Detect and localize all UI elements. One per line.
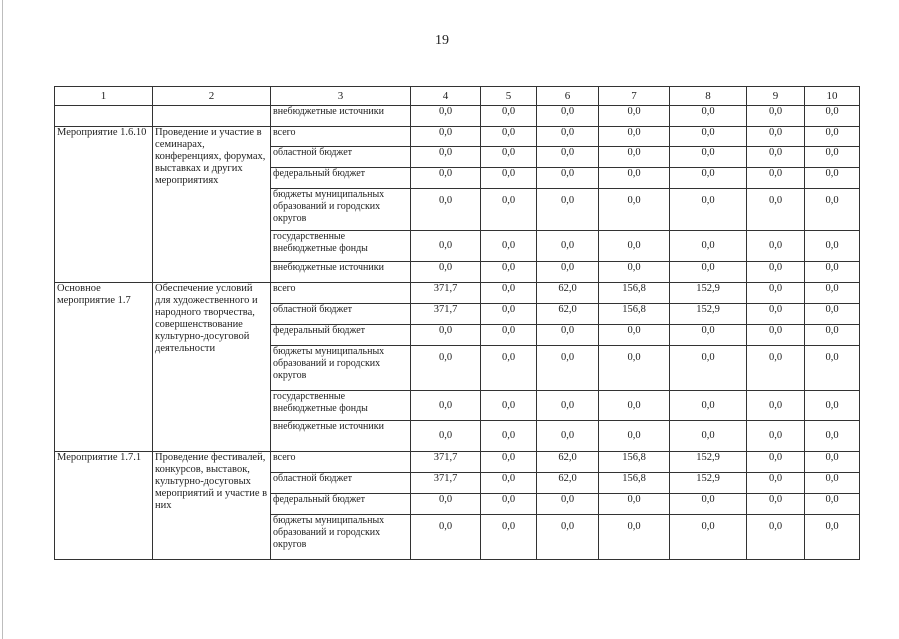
activity-description-cell: Проведение фестивалей, конкурсов, выставок, культурно-досуговых мероприятий и участие в них xyxy=(153,452,271,560)
amount-cell: 0,0 xyxy=(670,127,747,147)
amount-cell: 0,0 xyxy=(599,421,670,452)
funding-source-cell: внебюджетные источники xyxy=(271,106,411,127)
amount-cell: 0,0 xyxy=(481,106,537,127)
amount-cell: 0,0 xyxy=(537,262,599,283)
amount-cell: 0,0 xyxy=(481,325,537,346)
amount-cell: 0,0 xyxy=(537,231,599,262)
funding-source-cell: федеральный бюджет xyxy=(271,325,411,346)
amount-cell: 156,8 xyxy=(599,304,670,325)
amount-cell: 0,0 xyxy=(599,391,670,421)
amount-cell: 0,0 xyxy=(537,168,599,189)
amount-cell: 0,0 xyxy=(599,231,670,262)
amount-cell: 0,0 xyxy=(481,346,537,391)
amount-cell: 0,0 xyxy=(805,231,860,262)
amount-cell: 0,0 xyxy=(411,106,481,127)
amount-cell: 0,0 xyxy=(481,515,537,560)
amount-cell: 0,0 xyxy=(670,168,747,189)
amount-cell: 0,0 xyxy=(670,494,747,515)
amount-cell: 0,0 xyxy=(599,346,670,391)
amount-cell: 0,0 xyxy=(670,106,747,127)
amount-cell: 0,0 xyxy=(670,391,747,421)
amount-cell: 0,0 xyxy=(411,494,481,515)
amount-cell: 371,7 xyxy=(411,452,481,473)
amount-cell: 0,0 xyxy=(537,127,599,147)
amount-cell: 0,0 xyxy=(670,421,747,452)
amount-cell: 0,0 xyxy=(411,421,481,452)
funding-source-cell: государственные внебюджетные фонды xyxy=(271,231,411,262)
amount-cell: 0,0 xyxy=(805,283,860,304)
header-row xyxy=(55,87,860,106)
column-header: 7 xyxy=(599,87,670,106)
amount-cell: 62,0 xyxy=(537,473,599,494)
amount-cell: 0,0 xyxy=(537,325,599,346)
column-header: 1 xyxy=(55,87,153,106)
activity-name-cell xyxy=(55,106,153,127)
amount-cell: 0,0 xyxy=(481,262,537,283)
funding-source-cell: областной бюджет xyxy=(271,473,411,494)
activity-name-cell: Основное мероприятие 1.7 xyxy=(55,283,153,452)
amount-cell: 0,0 xyxy=(411,189,481,231)
amount-cell: 0,0 xyxy=(411,515,481,560)
column-header: 6 xyxy=(537,87,599,106)
amount-cell: 0,0 xyxy=(481,473,537,494)
amount-cell: 0,0 xyxy=(805,421,860,452)
amount-cell: 371,7 xyxy=(411,283,481,304)
amount-cell: 0,0 xyxy=(481,421,537,452)
amount-cell: 0,0 xyxy=(747,304,805,325)
amount-cell: 0,0 xyxy=(805,189,860,231)
amount-cell: 152,9 xyxy=(670,304,747,325)
amount-cell: 0,0 xyxy=(805,346,860,391)
amount-cell: 0,0 xyxy=(599,106,670,127)
amount-cell: 0,0 xyxy=(805,391,860,421)
amount-cell: 0,0 xyxy=(670,515,747,560)
amount-cell: 0,0 xyxy=(670,189,747,231)
amount-cell: 0,0 xyxy=(537,391,599,421)
column-header: 3 xyxy=(271,87,411,106)
amount-cell: 0,0 xyxy=(747,452,805,473)
table-row xyxy=(55,127,860,147)
amount-cell: 0,0 xyxy=(411,325,481,346)
amount-cell: 0,0 xyxy=(805,262,860,283)
funding-source-cell: областной бюджет xyxy=(271,147,411,168)
amount-cell: 156,8 xyxy=(599,283,670,304)
amount-cell: 0,0 xyxy=(537,494,599,515)
amount-cell: 0,0 xyxy=(411,168,481,189)
column-header: 8 xyxy=(670,87,747,106)
funding-source-cell: всего xyxy=(271,452,411,473)
activity-description-cell: Проведение и участие в семинарах, конференциях, форумах, выставках и других мероприятиях xyxy=(153,127,271,283)
amount-cell: 0,0 xyxy=(481,147,537,168)
amount-cell: 152,9 xyxy=(670,283,747,304)
amount-cell: 0,0 xyxy=(670,231,747,262)
funding-source-cell: внебюджетные источники xyxy=(271,421,411,452)
amount-cell: 0,0 xyxy=(747,106,805,127)
amount-cell: 62,0 xyxy=(537,283,599,304)
amount-cell: 0,0 xyxy=(747,127,805,147)
funding-source-cell: федеральный бюджет xyxy=(271,494,411,515)
amount-cell: 0,0 xyxy=(481,168,537,189)
table-row xyxy=(55,283,860,304)
funding-source-cell: внебюджетные источники xyxy=(271,262,411,283)
amount-cell: 0,0 xyxy=(805,494,860,515)
amount-cell: 156,8 xyxy=(599,452,670,473)
page-number: 19 xyxy=(435,33,449,48)
amount-cell: 156,8 xyxy=(599,473,670,494)
funding-source-cell: областной бюджет xyxy=(271,304,411,325)
funding-source-cell: бюджеты муниципальных образований и городских округов xyxy=(271,515,411,560)
page-edge-line xyxy=(2,0,3,639)
amount-cell: 0,0 xyxy=(805,168,860,189)
funding-source-cell: федеральный бюджет xyxy=(271,168,411,189)
amount-cell: 0,0 xyxy=(599,127,670,147)
amount-cell: 0,0 xyxy=(481,283,537,304)
column-header: 9 xyxy=(747,87,805,106)
budget-table xyxy=(54,86,860,560)
amount-cell: 0,0 xyxy=(599,147,670,168)
amount-cell: 0,0 xyxy=(805,147,860,168)
amount-cell: 0,0 xyxy=(537,106,599,127)
activity-description-cell xyxy=(153,106,271,127)
activity-name-cell: Мероприятие 1.6.10 xyxy=(55,127,153,283)
amount-cell: 0,0 xyxy=(537,421,599,452)
funding-source-cell: всего xyxy=(271,283,411,304)
amount-cell: 0,0 xyxy=(599,494,670,515)
amount-cell: 0,0 xyxy=(805,325,860,346)
amount-cell: 0,0 xyxy=(411,346,481,391)
amount-cell: 0,0 xyxy=(481,391,537,421)
amount-cell: 0,0 xyxy=(747,168,805,189)
amount-cell: 0,0 xyxy=(747,421,805,452)
column-header: 2 xyxy=(153,87,271,106)
amount-cell: 0,0 xyxy=(411,391,481,421)
amount-cell: 0,0 xyxy=(599,168,670,189)
amount-cell: 0,0 xyxy=(747,262,805,283)
amount-cell: 371,7 xyxy=(411,473,481,494)
amount-cell: 0,0 xyxy=(537,189,599,231)
amount-cell: 0,0 xyxy=(805,304,860,325)
table-row xyxy=(55,452,860,473)
amount-cell: 0,0 xyxy=(411,127,481,147)
amount-cell: 0,0 xyxy=(805,473,860,494)
amount-cell: 0,0 xyxy=(747,231,805,262)
amount-cell: 0,0 xyxy=(805,452,860,473)
amount-cell: 0,0 xyxy=(481,231,537,262)
amount-cell: 0,0 xyxy=(747,391,805,421)
amount-cell: 0,0 xyxy=(599,325,670,346)
amount-cell: 371,7 xyxy=(411,304,481,325)
amount-cell: 0,0 xyxy=(747,147,805,168)
amount-cell: 0,0 xyxy=(537,515,599,560)
amount-cell: 62,0 xyxy=(537,452,599,473)
activity-name-cell: Мероприятие 1.7.1 xyxy=(55,452,153,560)
amount-cell: 0,0 xyxy=(747,283,805,304)
amount-cell: 0,0 xyxy=(805,515,860,560)
amount-cell: 0,0 xyxy=(481,127,537,147)
amount-cell: 152,9 xyxy=(670,473,747,494)
amount-cell: 0,0 xyxy=(481,304,537,325)
amount-cell: 0,0 xyxy=(411,231,481,262)
funding-source-cell: всего xyxy=(271,127,411,147)
column-header: 5 xyxy=(481,87,537,106)
amount-cell: 0,0 xyxy=(599,262,670,283)
amount-cell: 0,0 xyxy=(805,106,860,127)
amount-cell: 0,0 xyxy=(670,262,747,283)
amount-cell: 0,0 xyxy=(481,189,537,231)
amount-cell: 0,0 xyxy=(481,452,537,473)
amount-cell: 0,0 xyxy=(599,515,670,560)
amount-cell: 0,0 xyxy=(411,147,481,168)
amount-cell: 0,0 xyxy=(481,494,537,515)
amount-cell: 0,0 xyxy=(670,325,747,346)
amount-cell: 152,9 xyxy=(670,452,747,473)
amount-cell: 0,0 xyxy=(747,325,805,346)
amount-cell: 0,0 xyxy=(411,262,481,283)
activity-description-cell: Обеспечение условий для художественного и народного творчества, совершенствование культурно-досуговой деятельности xyxy=(153,283,271,452)
amount-cell: 0,0 xyxy=(599,189,670,231)
amount-cell: 0,0 xyxy=(537,346,599,391)
amount-cell: 0,0 xyxy=(747,346,805,391)
funding-source-cell: бюджеты муниципальных образований и городских округов xyxy=(271,189,411,231)
funding-source-cell: бюджеты муниципальных образований и городских округов xyxy=(271,346,411,391)
amount-cell: 62,0 xyxy=(537,304,599,325)
amount-cell: 0,0 xyxy=(747,189,805,231)
amount-cell: 0,0 xyxy=(747,473,805,494)
amount-cell: 0,0 xyxy=(805,127,860,147)
funding-source-cell: государственные внебюджетные фонды xyxy=(271,391,411,421)
table-row xyxy=(55,106,860,127)
amount-cell: 0,0 xyxy=(670,346,747,391)
column-header: 4 xyxy=(411,87,481,106)
amount-cell: 0,0 xyxy=(537,147,599,168)
column-header: 10 xyxy=(805,87,860,106)
amount-cell: 0,0 xyxy=(747,515,805,560)
amount-cell: 0,0 xyxy=(670,147,747,168)
amount-cell: 0,0 xyxy=(747,494,805,515)
